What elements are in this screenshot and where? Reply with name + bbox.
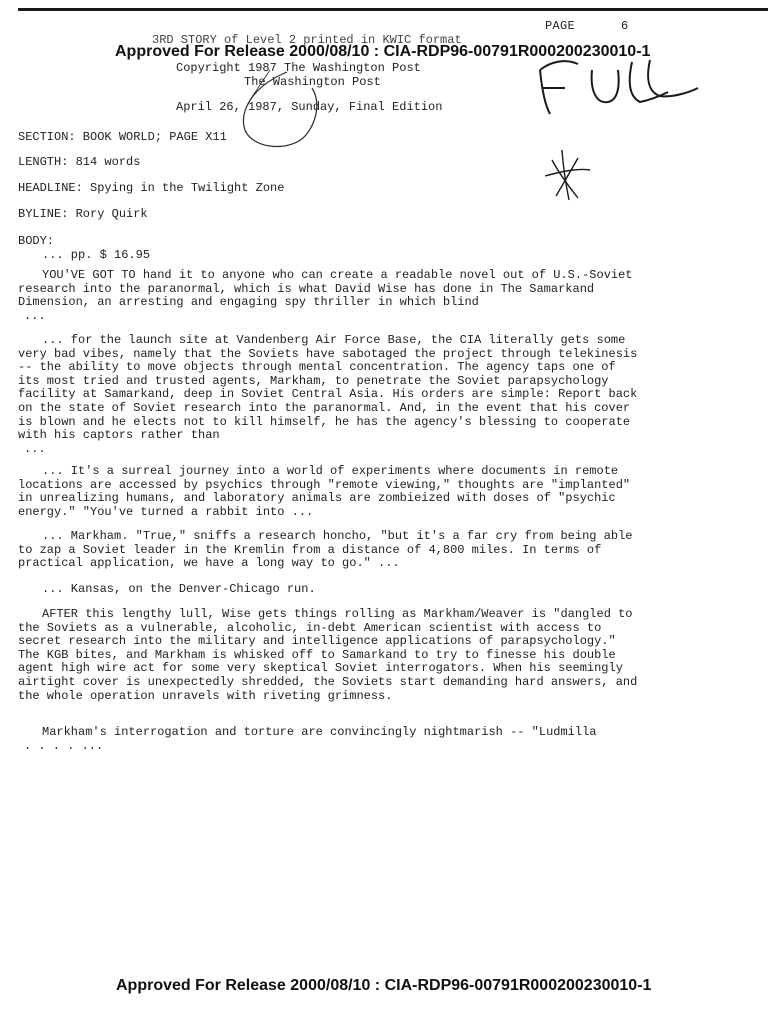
length-line: LENGTH: 814 words: [18, 155, 141, 169]
body-paragraph-1-ellipsis: ...: [24, 308, 46, 323]
top-rule: [18, 8, 768, 11]
page-number: 6: [621, 19, 629, 33]
page-label: PAGE: [545, 19, 576, 33]
body-paragraph-1: [18, 269, 638, 323]
page-indicator: [545, 19, 629, 33]
story-format-line: 3RD STORY of Level 2 printed in KWIC format: [152, 33, 462, 47]
body-paragraph-7-ellipsis: . . . . ...: [24, 738, 104, 753]
copyright-line: Copyright 1987 The Washington Post: [176, 61, 421, 75]
publication-name: The Washington Post: [244, 75, 381, 89]
release-stamp-bottom: Approved For Release 2000/08/10 : CIA-RDP96-00791R000200230010-1: [116, 977, 652, 994]
dateline: April 26, 1987, Sunday, Final Edition: [176, 100, 443, 114]
headline-line: HEADLINE: Spying in the Twilight Zone: [18, 181, 285, 195]
release-stamp-top: Approved For Release 2000/08/10 : CIA-RDP96-00791R000200230010-1: [115, 43, 651, 60]
body-paragraph-4: ... Markham. "True," sniffs a research honcho, "but it's a far cry from being able to zap a Soviet leader in the Kremlin from a distance of 4,800 miles. In terms of practical application, we have a long way to go." ...: [18, 529, 640, 571]
body-paragraph-2-ellipsis: ...: [24, 441, 46, 456]
body-paragraph-2-text: ... for the launch site at Vandenberg Air Force Base, the CIA literally gets some very bad vibes, namely that the Soviets have sabotaged the project through telekinesis -- the ability to move objects through mental concentration. The agency taps one of its most tried and trusted agents, Markham, to penetrate the Soviet parapsychology facility at Samarkand, deep in Soviet Central Asia. His orders are simple: Report back on the state of Soviet research into the paranormal. And, in the event that his cover is blown and he elects not to kill himself, he has the agency's blessing to cooperate with his captors rather than: [18, 333, 645, 443]
body-label: BODY:: [18, 234, 55, 248]
body-paragraph-5: ... Kansas, on the Denver-Chicago run.: [42, 582, 316, 596]
price-line: ... pp. $ 16.95: [42, 248, 151, 262]
section-line: SECTION: BOOK WORLD; PAGE X11: [18, 130, 227, 144]
body-paragraph-7-text: Markham's interrogation and torture are convincingly nightmarish -- "Ludmilla: [42, 725, 597, 739]
body-paragraph-1-text: YOU'VE GOT TO hand it to anyone who can create a readable novel out of U.S.-Soviet research into the paranormal, which is what David Wise has done in The Samarkand Dimension, an arresting and engaging spy thriller in which blind: [18, 268, 640, 310]
byline-line: BYLINE: Rory Quirk: [18, 207, 148, 221]
body-paragraph-7: [18, 726, 638, 753]
body-paragraph-2: [18, 333, 645, 456]
body-paragraph-6: AFTER this lengthy lull, Wise gets things rolling as Markham/Weaver is "dangled to the Soviets as a vulnerable, alcoholic, in-debt American scientist with access to secret research into the military and intelligence applications of parapsychology." The KGB bites, and Markham is whisked off to Samarkand to try to finesse his double agent high wire act for some very skeptical Soviet interrogators. When his seemingly airtight cover is unexpectedly shredded, the Soviets start demanding hard answers, and the whole operation unravels with riveting grimness.: [18, 607, 645, 703]
body-paragraph-3: ... It's a surreal journey into a world of experiments where documents in remote locations are accessed by psychics through "remote viewing," thoughts are "implanted" in unrealizing humans, and laboratory animals are zombieized with doses of "psychic energy." "You've turned a rabbit into ...: [18, 464, 638, 519]
